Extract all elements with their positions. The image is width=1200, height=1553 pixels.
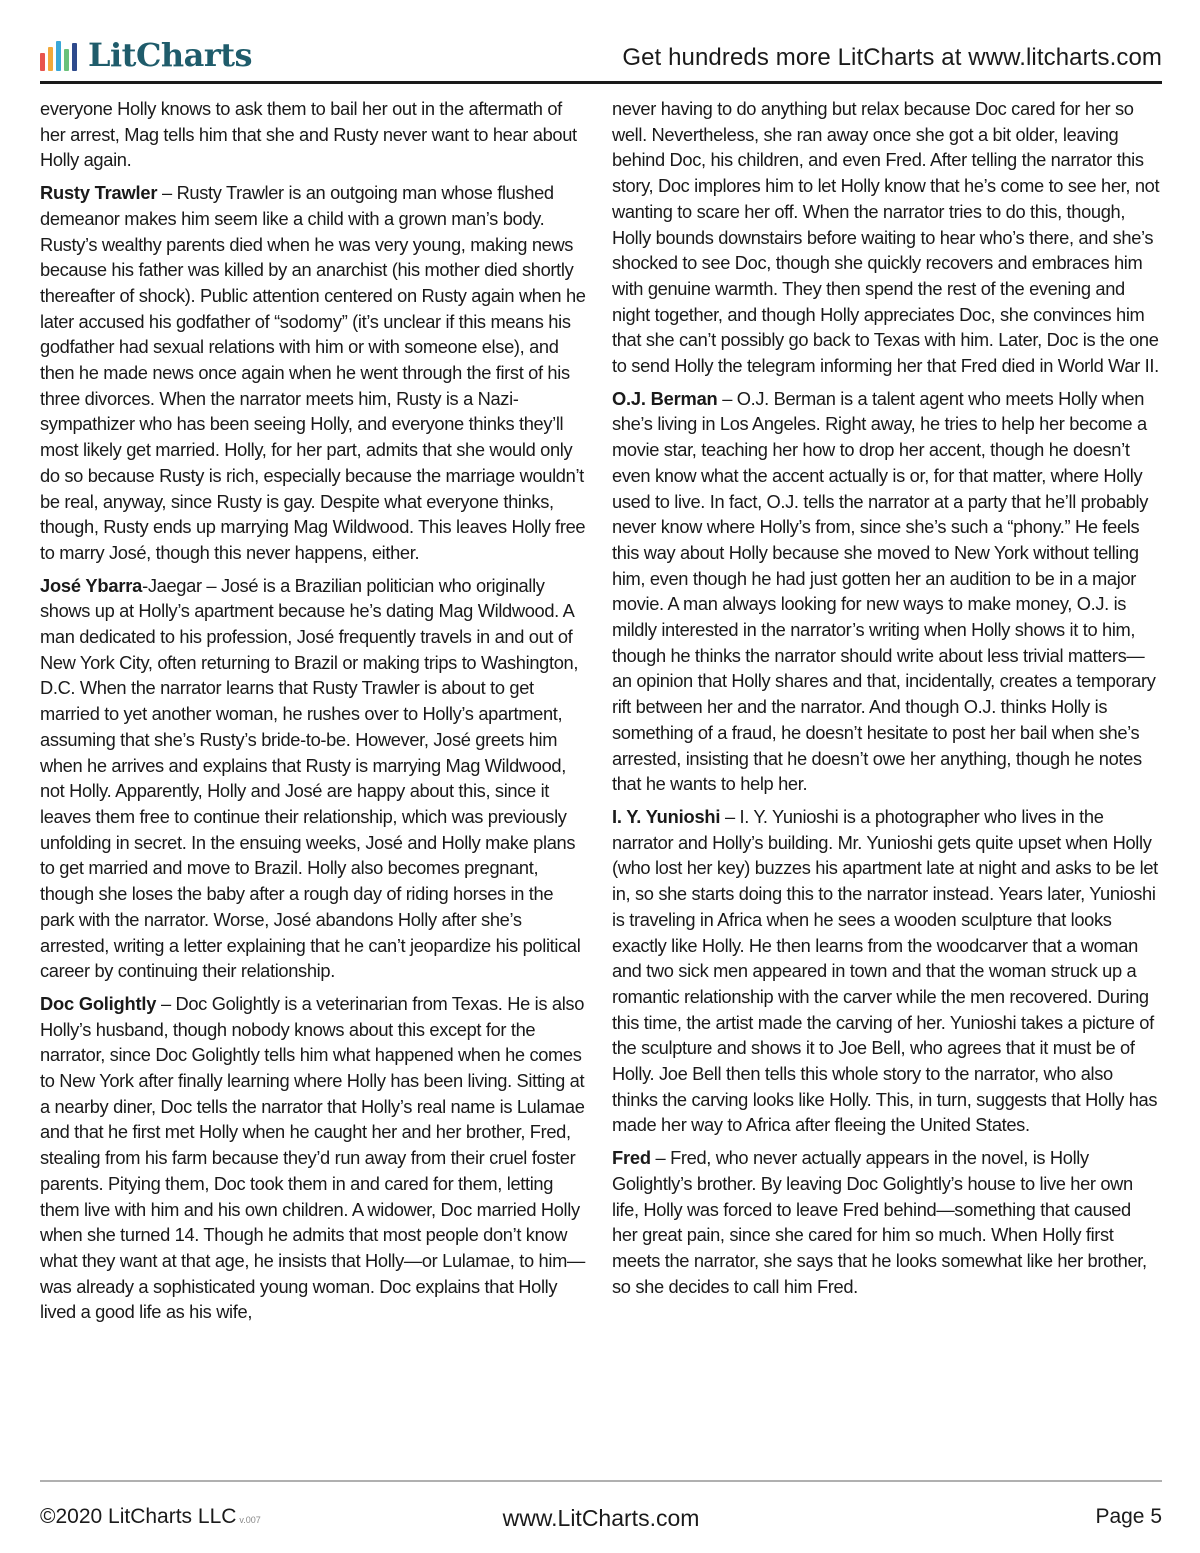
character-name: Rusty Trawler [40, 182, 158, 204]
logo-text: LitCharts [88, 36, 253, 74]
page-footer [40, 1505, 1162, 1535]
character-name: O.J. Berman [612, 387, 718, 409]
character-entry-jose-ybarra-jaegar [40, 573, 588, 984]
footer-divider [40, 1480, 1162, 1482]
character-entry-fred [612, 1145, 1160, 1299]
character-name: Fred [612, 1147, 651, 1169]
footer-site-link[interactable]: www.LitCharts.com [502, 1505, 700, 1531]
character-description: – O.J. Berman is a talent agent who meets Holly when she’s living in Los Angeles. Right away, he tries to help her become a movie star, teaching her how to drop her accent, though he doesn’t even know what the accent actually is or, for that matter, where Holly used to live. In fact, O.J. tells the narrator at a party that he’ll probably never know where Holly’s from, since she’s such a “phony.” He feels this way about Holly because she moved to New York without telling him, even though he had just gotten her an audition to be in a major movie. A man always looking for new ways to make money, O.J. is mildly interested in the narrator’s writing when Holly shows it to him, though he thinks the narrator should write about less trivial matters—an opinion that Holly shares and that, incidentally, creates a temporary rift between her and the narrator. And though O.J. thinks Holly is something of a fraud, he doesn’t hesitate to post her bail when she’s arrested, insisting that he doesn’t owe her anything, though he notes that he wants to help her. [612, 387, 1156, 795]
character-description: – Fred, who never actually appears in the novel, is Holly Golightly’s brother. By leaving Doc Golightly’s house to live her own life, Holly was forced to leave Fred behind—something that caused her great pain, since she cared for him so much. When Holly first meets the narrator, she says that he looks somewhat like her brother, so she decides to call him Fred. [612, 1147, 1147, 1297]
header-tagline[interactable]: Get hundreds more LitCharts at www.litcharts.com [622, 44, 1162, 71]
header-divider [40, 81, 1162, 84]
character-name: Doc Golightly [40, 992, 157, 1014]
paragraph: never having to do anything but relax because Doc cared for her so well. Nevertheless, she ran away once she got a bit older, leaving behind Doc, his children, and even Fred. After telling the narrator this story, Doc implores him to let Holly know that he’s come to see her, not wanting to scare her off. When the narrator tries to do this, though, Holly bounds downstairs before waiting to hear who’s there, and she’s shocked to see Doc, though she quickly recovers and embraces him with genuine warmth. They then spend the rest of the evening and night together, and though Holly appreciates Doc, she convinces him that she can’t possibly go back to Texas with him. Later, Doc is the one to send Holly the telegram informing her that Fred died in World War II. [612, 98, 1160, 377]
character-entry-rusty-trawler [40, 180, 588, 566]
character-description: – I. Y. Yunioshi is a photographer who lives in the narrator and Holly’s building. Mr. Yunioshi gets quite upset when Holly (who lost her key) buzzes his apartment late at night and asks to be let in, so she starts doing this to the narrator instead. Years later, Yunioshi is traveling in Africa when he sees a wooden sculpture that looks exactly like Holly. He then learns from the woodcarver that a woman and two sick men appeared in town and that the woman struck up a romantic relationship with the carver while the men recovered. During this time, the artist made the carving of her. Yunioshi takes a picture of the sculpture and shows it to Joe Bell, who agrees that it must be of Holly. Joe Bell then tells this whole story to the narrator, who also thinks the carving looks like Holly. This, in turn, suggests that Holly has made her way to Africa after fleeing the United States. [612, 805, 1158, 1136]
logo-bars-icon [40, 39, 80, 71]
character-entry-oj-berman [612, 386, 1160, 797]
footer-copyright: ©2020 LitCharts LLC v.007 [40, 1505, 261, 1528]
character-description: -Jaegar – José is a Brazilian politician who originally shows up at Holly’s apartment because he’s dating Mag Wildwood. A man dedicated to his profession, José frequently travels in and out of New York City, often returning to Brazil or making trips to Washington, D.C. When the narrator learns that Rusty Trawler is about to get married to yet another woman, he rushes over to Holly’s apartment, assuming that she’s Rusty’s bride-to-be. However, José greets him when he arrives and explains that Rusty is marrying Mag Wildwood, not Holly. Apparently, Holly and José are happy about this, since it leaves them free to continue their relationship, which was previously unfolding in secret. In the ensuing weeks, José and Holly make plans to get married and move to Brazil. Holly also becomes pregnant, though she loses the baby after a rough day of riding horses in the park with the narrator. Worse, José abandons Holly after she’s arrested, writing a letter explaining that he can’t jeopardize his political career by continuing their relationship. [40, 574, 581, 982]
left-column [40, 96, 588, 1332]
character-entry-doc-golightly [40, 991, 588, 1325]
character-name: I. Y. Yunioshi [612, 805, 721, 827]
paragraph: everyone Holly knows to ask them to bail her out in the aftermath of her arrest, Mag tells him that she and Rusty never want to hear about Holly again. [40, 98, 577, 171]
character-name: José Ybarra [40, 574, 143, 596]
character-description: – Rusty Trawler is an outgoing man whose flushed demeanor makes him seem like a child with a grown man’s body. Rusty’s wealthy parents died when he was very young, making news because his father was killed by an anarchist (his mother died shortly thereafter of shock). Public attention centered on Rusty again when he later accused his godfather of “sodomy” (it’s unclear if this means his godfather had sexual relations with him or with someone else), and then he made news once again when he went through the first of his three divorces. When the narrator meets him, Rusty is a Nazi-sympathizer who has been seeing Holly, and everyone thinks they’ll most likely get married. Holly, for her part, admits that she would only do so because Rusty is rich, especially because the marriage wouldn’t be real, anyway, since Rusty is gay. Despite what everyone thinks, though, Rusty ends up marrying Mag Wildwood. This leaves Holly free to marry José, though this never happens, either. [40, 182, 586, 563]
character-description: – Doc Golightly is a veterinarian from Texas. He is also Holly’s husband, though nobody knows about this except for the narrator, since Doc Golightly tells him what happened when he comes to New York after finally learning where Holly has been living. Sitting at a nearby diner, Doc tells the narrator that Holly’s real name is Lulamae and that he first met Holly when he caught her and her brother, Fred, stealing from his farm because they’d run away from their cruel foster parents. Pitying them, Doc took them in and cared for them, letting them live with him and his own children. A widower, Doc married Holly when she turned 14. Though he admits that most people don’t know what they want at that age, he insists that Holly—or Lulamae, to him—was already a sophisticated young woman. Doc explains that Holly lived a good life as his wife, [40, 992, 585, 1323]
footer-version: v.007 [239, 1515, 261, 1525]
page-number: Page 5 [1095, 1505, 1162, 1528]
right-column [612, 96, 1160, 1306]
character-entry-iy-yunioshi [612, 804, 1160, 1138]
page-header [40, 36, 1162, 82]
litcharts-logo[interactable] [40, 38, 252, 72]
